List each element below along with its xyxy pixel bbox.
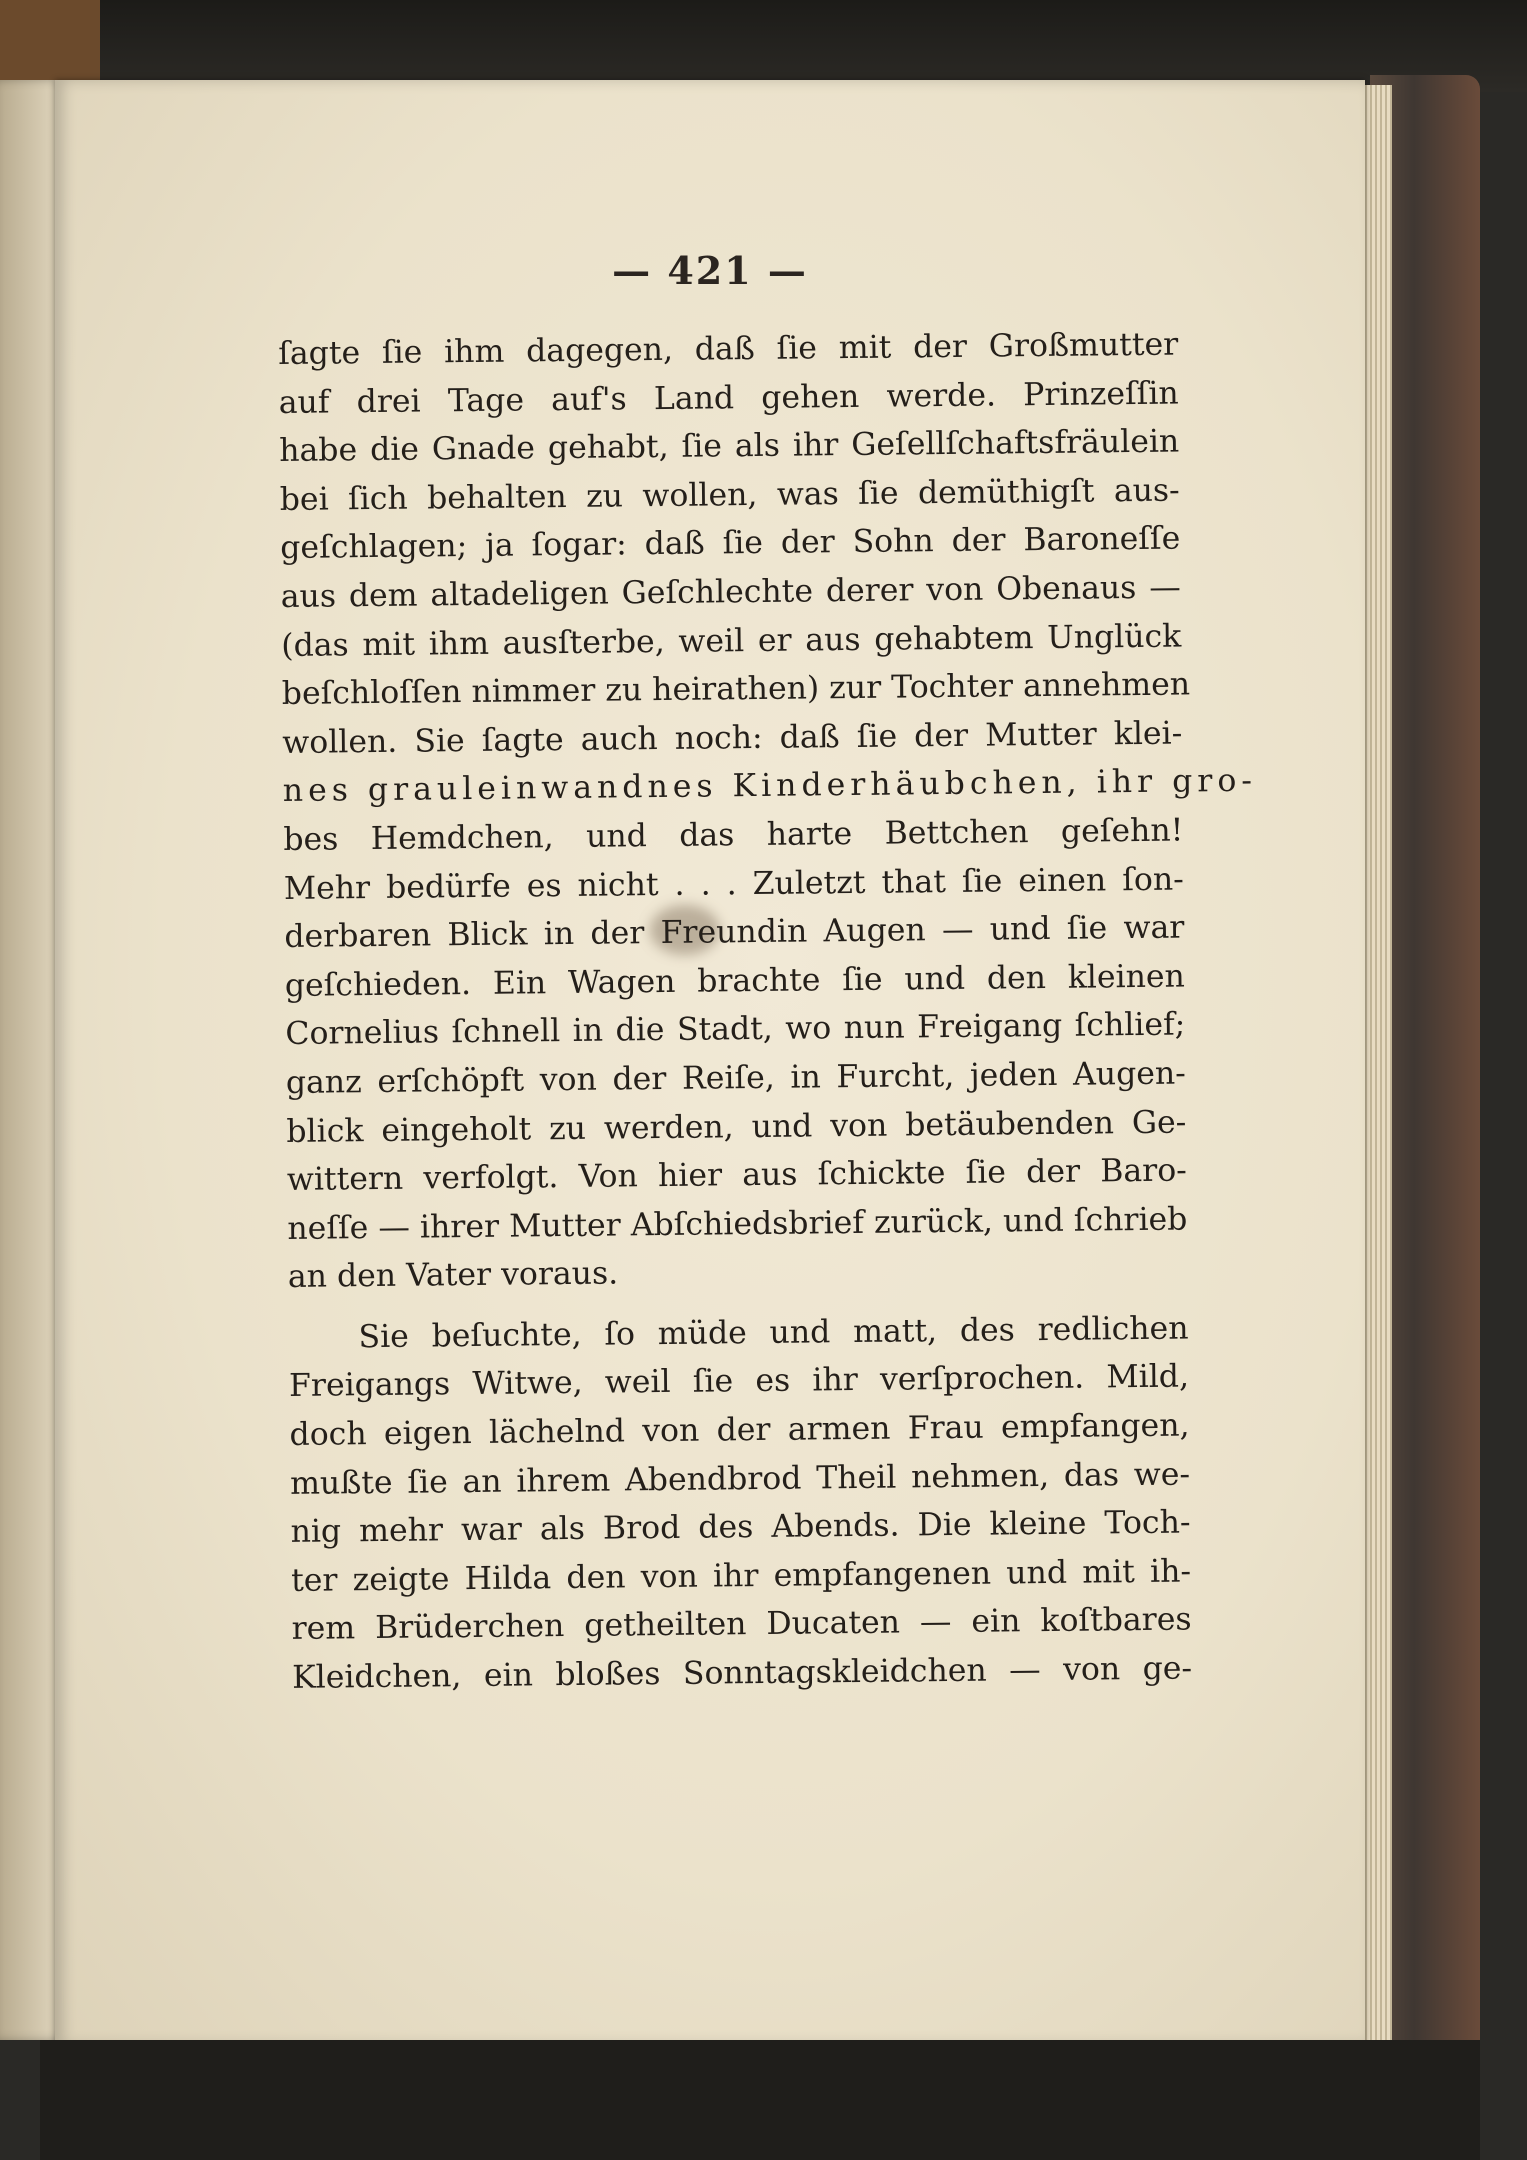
page-number: — 421 —	[612, 248, 808, 293]
text-line: blick eingeholt zu werden, und von betäubenden Ge-	[286, 1104, 1187, 1150]
text-line: aus dem altadeligen Geſchlechte derer von Obenaus —	[280, 569, 1181, 615]
text-line: nig mehr war als Brod des Abends. Die kleine Toch-	[290, 1504, 1191, 1551]
book-cover-corner	[0, 0, 100, 90]
text-line: neſſe — ihrer Mutter Abſchiedsbrief zurück, und ſchrieb	[287, 1201, 1188, 1247]
text-line: wollen. Sie ſagte auch noch: daß ſie der Mutter klei-	[282, 715, 1183, 761]
text-line: ter zeigte Hilda den von ihr empfangenen und mit ih-	[290, 1553, 1192, 1599]
text-line: an den Vater voraus.	[287, 1255, 619, 1296]
text-line: ganz erſchöpft von der Reiſe, in Furcht, jeden Augen-	[285, 1055, 1187, 1101]
text-line: geſchlagen; ja ſogar: daß ſie der Sohn der Baroneſſe	[280, 520, 1181, 567]
text-line: ſagte ſie ihm dagegen, daß ſie mit der Großmutter	[278, 326, 1179, 372]
text-line: doch eigen lächelnd von der armen Frau empfangen,	[289, 1407, 1190, 1454]
backdrop	[0, 0, 1527, 92]
backdrop-bottom	[40, 2040, 1480, 2160]
text-line: habe die Gnade gehabt, ſie als ihr Geſellſchaftsfräulein	[279, 423, 1180, 470]
text-line: wittern verfolgt. Von hier aus ſchickte ſie der Baro-	[286, 1152, 1188, 1199]
text-line: auf drei Tage auf's Land gehen werde. Prinzeſſin	[278, 375, 1179, 421]
text-line: rem Brüderchen getheilten Ducaten — ein koſtbares	[291, 1601, 1192, 1648]
text-line: Sie beſuchte, ſo müde und matt, des redlichen	[358, 1310, 1189, 1356]
text-line: beſchloſſen nimmer zu heirathen) zur Tochter annehmen	[281, 666, 1191, 713]
text-line: geſchieden. Ein Wagen brachte ſie und den kleinen	[284, 958, 1186, 1004]
text-line: Cornelius ſchnell in die Stadt, wo nun Freigang ſchlief;	[285, 1006, 1186, 1053]
text-line: mußte ſie an ihrem Abendbrod Theil nehmen, das we-	[289, 1456, 1191, 1502]
text-line: derbaren Blick in der Freundin Augen — und ſie war	[284, 909, 1185, 956]
text-line: bei ſich behalten zu wollen, was ſie demüthigſt aus-	[279, 472, 1180, 518]
text-line: Freigangs Witwe, weil ſie es ihr verſprochen. Mild,	[288, 1358, 1190, 1405]
text-line: (das mit ihm ausſterbe, weil er aus gehabtem Unglück	[281, 618, 1182, 664]
paragraph	[278, 321, 1258, 1302]
paragraph	[288, 1304, 1192, 1702]
text-line: Kleidchen, ein bloßes Sonntagskleidchen — von ge-	[291, 1650, 1193, 1696]
page-text	[278, 321, 1258, 1703]
text-line: bes Hemdchen, und das harte Bettchen geſehn!	[283, 812, 1184, 858]
text-line: nes grauleinwandnes Kinderhäubchen, ihr gro-	[282, 763, 1258, 810]
text-line: Mehr bedürfe es nicht . . . Zuletzt that ſie einen ſon-	[283, 861, 1184, 907]
